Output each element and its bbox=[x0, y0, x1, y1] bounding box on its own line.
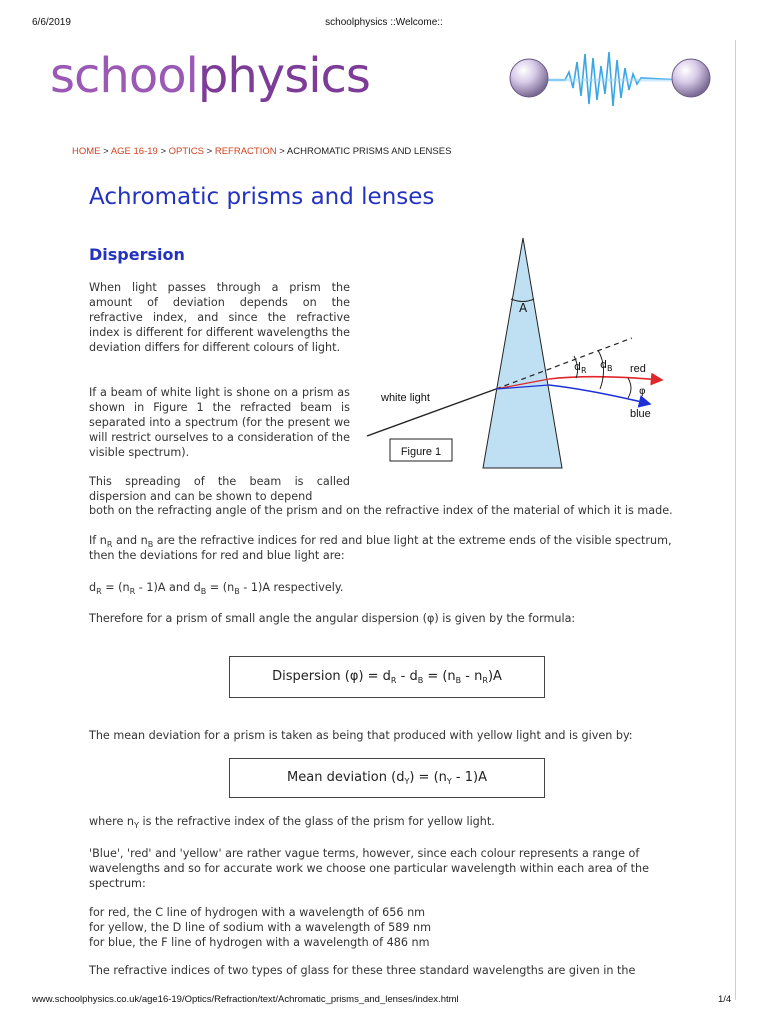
breadcrumb-sep: > bbox=[276, 146, 287, 157]
breadcrumb-sep: > bbox=[100, 146, 111, 157]
text-run: d bbox=[89, 581, 97, 594]
dR-label bbox=[574, 360, 587, 375]
blue-label: blue bbox=[630, 408, 651, 420]
print-date: 6/6/2019 bbox=[32, 17, 71, 28]
section-heading: Dispersion bbox=[89, 245, 185, 264]
paragraph-glass-types: The refractive indices of two types of glass for these three standard wavelengths are given in the bbox=[89, 964, 636, 977]
subscript: R bbox=[106, 540, 113, 549]
breadcrumb-optics[interactable]: OPTICS bbox=[168, 146, 205, 157]
text-run: - n bbox=[461, 669, 483, 684]
paragraph-refraction: When light passes through a prism the amount of deviation depends on the refractive index, and since the refractive index is different for different wavelengths the deviation differs for different colours of light. bbox=[89, 281, 350, 354]
paragraph-dispersion-cont: both on the refracting angle of the prism and on the refractive index of the material of which it is made. bbox=[89, 504, 673, 517]
phi-arc bbox=[628, 378, 631, 398]
text-run: where n bbox=[89, 815, 135, 828]
text-run: Dispersion (φ) = d bbox=[272, 669, 391, 684]
footer-url[interactable]: www.schoolphysics.co.uk/age16-19/Optics/Refraction/text/Achromatic_prisms_and_lenses/index.html bbox=[32, 994, 459, 1005]
formula-dispersion-box bbox=[229, 656, 545, 698]
breadcrumb-home[interactable]: HOME bbox=[72, 146, 101, 157]
equation-deviations bbox=[89, 580, 687, 595]
subscript: R bbox=[390, 676, 397, 685]
footer-page-number: 1/4 bbox=[718, 994, 732, 1005]
print-title: schoolphysics ::Welcome:: bbox=[325, 17, 443, 28]
dB-d: d bbox=[600, 358, 607, 371]
white-light-label: white light bbox=[381, 392, 430, 404]
logo-text-physics: physics bbox=[197, 48, 370, 104]
subscript: Y bbox=[404, 777, 410, 786]
text-run: If n bbox=[89, 534, 107, 547]
paragraph-mean-deviation: The mean deviation for a prism is taken as being that produced with yellow light and is given by: bbox=[89, 729, 633, 742]
breadcrumb-current: ACHROMATIC PRISMS AND LENSES bbox=[286, 146, 452, 157]
dR-d: d bbox=[574, 360, 581, 373]
subscript: Y bbox=[134, 821, 139, 830]
subscript: R bbox=[96, 587, 102, 596]
paragraph-indices bbox=[89, 533, 687, 563]
paragraph-angular-dispersion: Therefore for a prism of small angle the angular dispersion (φ) is given by the formula: bbox=[89, 612, 576, 625]
text-run: is the refractive index of the glass of the prism for yellow light. bbox=[138, 815, 495, 828]
text-run: Mean deviation (d bbox=[287, 770, 405, 785]
text-run: - 1)A bbox=[451, 770, 487, 785]
subscript: R bbox=[129, 587, 136, 596]
breadcrumb-sep: > bbox=[157, 146, 169, 157]
breadcrumb-sep: > bbox=[204, 146, 215, 157]
list-item: for blue, the F line of hydrogen with a wavelength of 486 nm bbox=[89, 936, 430, 949]
logo-text-school: school bbox=[50, 48, 198, 104]
red-ray bbox=[549, 377, 662, 380]
formula-mean-deviation-box bbox=[229, 758, 545, 798]
text-run: = (n bbox=[423, 669, 456, 684]
text-run: are the refractive indices for red and blue light at the extreme ends of the visible spectrum, then the deviations for red and blue light are: bbox=[89, 534, 672, 562]
subscript: B bbox=[417, 676, 424, 685]
site-logo[interactable] bbox=[50, 46, 370, 106]
subscript: B bbox=[147, 540, 154, 549]
breadcrumb bbox=[72, 146, 451, 157]
page-title: Achromatic prisms and lenses bbox=[89, 184, 435, 210]
subscript: B bbox=[234, 587, 240, 596]
dR-sub: R bbox=[580, 366, 587, 375]
text-run: - d bbox=[396, 669, 418, 684]
breadcrumb-refraction[interactable]: REFRACTION bbox=[214, 146, 277, 157]
text-run: = (n bbox=[101, 581, 130, 594]
red-label: red bbox=[630, 363, 646, 375]
text-run: = (n bbox=[206, 581, 235, 594]
figure-caption: Figure 1 bbox=[400, 446, 442, 458]
text-run: )A bbox=[487, 669, 502, 684]
text-run: and n bbox=[112, 534, 148, 547]
list-item: for yellow, the D line of sodium with a wavelength of 589 nm bbox=[89, 921, 432, 934]
text-run: - 1)A and d bbox=[135, 581, 201, 594]
subscript: B bbox=[455, 676, 462, 685]
wave-banner-icon bbox=[505, 44, 715, 110]
paragraph-yellow-index bbox=[89, 814, 687, 829]
figure-prism-diagram bbox=[362, 232, 682, 470]
wavelength-list bbox=[89, 905, 687, 950]
paragraph-white-light: If a beam of white light is shone on a prism as shown in Figure 1 the refracted beam is separated into a spectrum (for the present we will restrict ourselves to a consideration of the visible spectrum). bbox=[89, 386, 350, 459]
list-item: for red, the C line of hydrogen with a wavelength of 656 nm bbox=[89, 906, 426, 919]
paragraph-colour-terms: 'Blue', 'red' and 'yellow' are rather vague terms, however, since each colour represents a range of wavelengths and so for accurate work we choose one particular wavelength within each area of the spectrum: bbox=[89, 847, 650, 890]
paragraph-dispersion-intro: This spreading of the beam is called dispersion and can be shown to depend bbox=[89, 475, 350, 503]
breadcrumb-age[interactable]: AGE 16-19 bbox=[110, 146, 158, 157]
subscript: R bbox=[482, 676, 488, 685]
dB-sub: B bbox=[606, 364, 613, 373]
text-run: ) = (n bbox=[409, 770, 447, 785]
text-run: - 1)A respectively. bbox=[239, 581, 344, 594]
subscript: B bbox=[200, 587, 207, 596]
phi-label: φ bbox=[639, 386, 646, 397]
dB-label bbox=[600, 358, 612, 373]
prism-shape bbox=[483, 238, 562, 468]
blue-ray bbox=[549, 385, 650, 404]
apex-label: A bbox=[519, 301, 528, 315]
subscript: Y bbox=[446, 777, 452, 786]
page-right-rule bbox=[735, 40, 736, 1000]
